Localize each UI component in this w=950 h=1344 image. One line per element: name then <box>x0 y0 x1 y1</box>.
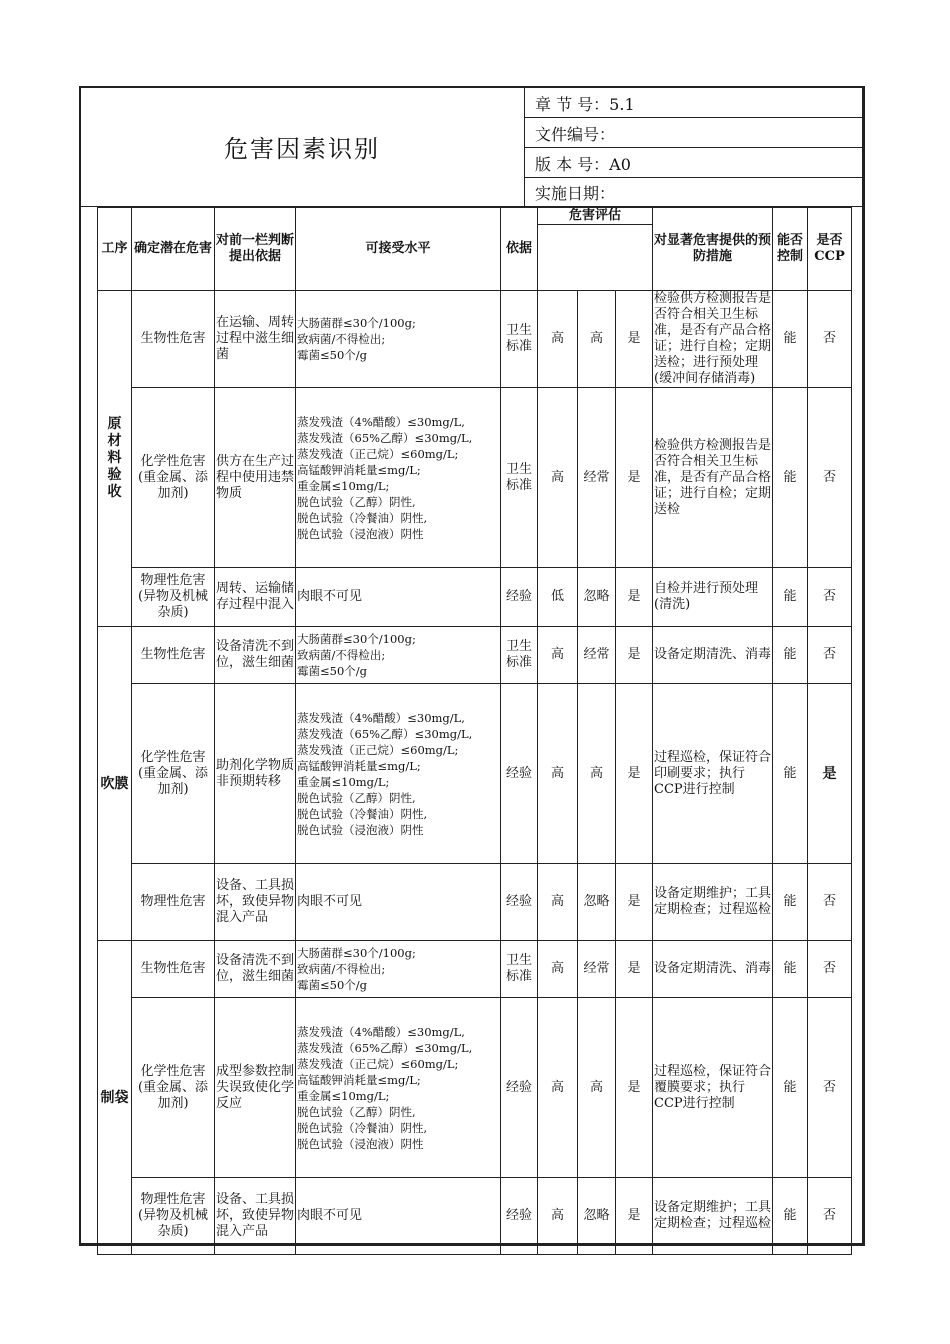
standard-line: 致病菌/不得检出; <box>297 648 386 662</box>
effective-date: 实施日期： <box>535 184 616 203</box>
eval-likelihood-cell: 忽略 <box>578 864 616 941</box>
standard-line: 脱色试验（乙醇）阴性, <box>297 494 416 509</box>
ccp-cell: 否 <box>808 568 852 627</box>
reason-cell: 设备清洗不到位，滋生细菌 <box>215 941 296 998</box>
ccp-cell: 否 <box>808 291 852 388</box>
ccp-cell: 否 <box>808 1178 852 1255</box>
measure-cell: 设备定期维护；工具定期检查；过程巡检 <box>653 864 773 941</box>
reason-cell: 设备、工具损坏，致使异物混入产品 <box>215 1178 296 1255</box>
hazard-cell: 化学性危害(重金属、添加剂) <box>132 388 215 568</box>
standard-line: 重金属≤10mg/L; <box>297 1088 390 1103</box>
col-eval: 危害评估 <box>538 208 653 225</box>
standard-line: 重金属≤10mg/L; <box>297 774 390 789</box>
hazard-cell: 化学性危害(重金属、添加剂) <box>132 998 215 1178</box>
version-number: 版 本 号：A0 <box>535 154 631 174</box>
standard-line: 致病菌/不得检出; <box>297 332 386 346</box>
eval-likelihood-cell: 高 <box>578 998 616 1178</box>
acceptable-cell: 肉眼不可见 <box>296 864 501 941</box>
standard-line: 蒸发残渣（正己烷）≤60mg/L; <box>297 446 459 461</box>
eval-significant-cell: 是 <box>616 684 653 864</box>
standard-line: 蒸发残渣（正己烷）≤60mg/L; <box>297 742 459 757</box>
standard-line: 霉菌≤50个/g <box>297 978 368 992</box>
eval-likelihood-cell: 经常 <box>578 941 616 998</box>
control-cell: 能 <box>773 568 808 627</box>
table-row <box>98 627 852 684</box>
table-row <box>98 684 852 864</box>
standard-line: 脱色试验（冷餐油）阴性, <box>297 806 428 821</box>
acceptable-cell <box>296 291 501 388</box>
standard-line: 高锰酸钾消耗量≤mg/L; <box>297 1072 421 1087</box>
hazard-cell: 物理性危害 <box>132 864 215 941</box>
basis-cell: 卫生标准 <box>501 291 538 388</box>
ccp-cell: 否 <box>808 388 852 568</box>
acceptable-cell <box>296 998 501 1178</box>
basis-cell: 经验 <box>501 1178 538 1255</box>
control-cell: 能 <box>773 1178 808 1255</box>
col-ccp: 是否CCP <box>808 208 852 291</box>
table-row <box>98 388 852 568</box>
measure-cell: 设备定期维护；工具定期检查；过程巡检 <box>653 1178 773 1255</box>
reason-cell: 成型参数控制失误致使化学反应 <box>215 998 296 1178</box>
standard-line: 脱色试验（冷餐油）阴性, <box>297 1120 428 1135</box>
measure-cell: 设备定期清洗、消毒 <box>653 627 773 684</box>
eval-significant-cell: 是 <box>616 388 653 568</box>
standard-line: 大肠菌群≤30个/100g; <box>297 946 416 960</box>
eval-severity-cell: 高 <box>538 941 578 998</box>
standard-line: 重金属≤10mg/L; <box>297 478 390 493</box>
acceptable-cell <box>296 388 501 568</box>
hazard-table <box>97 207 852 1255</box>
standard-line: 蒸发残渣（正己烷）≤60mg/L; <box>297 1056 459 1071</box>
col-hazard: 确定潜在危害 <box>132 208 215 291</box>
hazard-cell: 物理性危害(异物及机械杂质) <box>132 1178 215 1255</box>
standard-line: 致病菌/不得检出; <box>297 962 386 976</box>
measure-cell: 自检并进行预处理(清洗) <box>653 568 773 627</box>
acceptable-cell <box>296 684 501 864</box>
acceptable-cell: 肉眼不可见 <box>296 568 501 627</box>
measure-cell: 设备定期清洗、消毒 <box>653 941 773 998</box>
stage-cell: 吹膜 <box>98 627 132 941</box>
standard-line: 脱色试验（浸泡液）阴性 <box>297 1136 424 1151</box>
standard-line: 大肠菌群≤30个/100g; <box>297 632 416 646</box>
eval-likelihood-cell: 经常 <box>578 388 616 568</box>
basis-cell: 卫生标准 <box>501 941 538 998</box>
basis-cell: 卫生标准 <box>501 388 538 568</box>
table-row <box>98 941 852 998</box>
eval-likelihood-cell: 忽略 <box>578 568 616 627</box>
reason-cell: 设备、工具损坏，致使异物混入产品 <box>215 864 296 941</box>
table-row <box>98 998 852 1178</box>
control-cell: 能 <box>773 684 808 864</box>
table-row <box>98 864 852 941</box>
hazard-cell: 生物性危害 <box>132 627 215 684</box>
eval-severity-cell: 低 <box>538 568 578 627</box>
reason-cell: 在运输、周转过程中滋生细菌 <box>215 291 296 388</box>
hazard-cell: 生物性危害 <box>132 291 215 388</box>
eval-significant-cell: 是 <box>616 864 653 941</box>
col-basis: 依据 <box>501 208 538 291</box>
basis-cell: 经验 <box>501 684 538 864</box>
col-measures: 对显著危害提供的预防措施 <box>653 208 773 291</box>
document-title: 危害因素识别 <box>224 135 380 163</box>
ccp-cell: 是 <box>808 684 852 864</box>
reason-cell: 设备清洗不到位，滋生细菌 <box>215 627 296 684</box>
eval-severity-cell: 高 <box>538 998 578 1178</box>
acceptable-cell: 肉眼不可见 <box>296 1178 501 1255</box>
ccp-cell: 否 <box>808 998 852 1178</box>
standard-line: 高锰酸钾消耗量≤mg/L; <box>297 758 421 773</box>
table-row <box>98 291 852 388</box>
basis-cell: 经验 <box>501 568 538 627</box>
table-row <box>98 1178 852 1255</box>
basis-cell: 卫生标准 <box>501 627 538 684</box>
eval-likelihood-cell: 高 <box>578 291 616 388</box>
eval-likelihood-cell: 高 <box>578 684 616 864</box>
basis-cell: 经验 <box>501 864 538 941</box>
control-cell: 能 <box>773 864 808 941</box>
eval-significant-cell: 是 <box>616 291 653 388</box>
eval-significant-cell: 是 <box>616 941 653 998</box>
eval-likelihood-cell: 忽略 <box>578 1178 616 1255</box>
standard-line: 脱色试验（冷餐油）阴性, <box>297 510 428 525</box>
hazard-cell: 生物性危害 <box>132 941 215 998</box>
table-row <box>98 568 852 627</box>
eval-likelihood-cell: 经常 <box>578 627 616 684</box>
measure-cell: 检验供方检测报告是否符合相关卫生标准，是否有产品合格证；进行自检；定期送检 <box>653 388 773 568</box>
standard-line: 蒸发残渣（65%乙醇）≤30mg/L, <box>297 726 473 741</box>
control-cell: 能 <box>773 627 808 684</box>
eval-significant-cell: 是 <box>616 1178 653 1255</box>
file-number: 文件编号： <box>535 124 616 144</box>
control-cell: 能 <box>773 388 808 568</box>
col-reason: 对前一栏判断提出依据 <box>215 208 296 291</box>
reason-cell: 助剂化学物质非预期转移 <box>215 684 296 864</box>
standard-line: 脱色试验（浸泡液）阴性 <box>297 822 424 837</box>
chapter-number: 章 节 号：5.1 <box>535 94 635 114</box>
measure-cell: 过程巡检，保证符合印刷要求；执行CCP进行控制 <box>653 684 773 864</box>
standard-line: 霉菌≤50个/g <box>297 664 368 678</box>
standard-line: 大肠菌群≤30个/100g; <box>297 316 416 330</box>
ccp-cell: 否 <box>808 864 852 941</box>
standard-line: 脱色试验（乙醇）阴性, <box>297 790 416 805</box>
col-control: 能否控制 <box>773 208 808 291</box>
hazard-cell: 物理性危害(异物及机械杂质) <box>132 568 215 627</box>
eval-significant-cell: 是 <box>616 568 653 627</box>
acceptable-cell <box>296 941 501 998</box>
control-cell: 能 <box>773 998 808 1178</box>
eval-severity-cell: 高 <box>538 684 578 864</box>
eval-severity-cell: 高 <box>538 291 578 388</box>
standard-line: 霉菌≤50个/g <box>297 348 368 362</box>
acceptable-cell <box>296 627 501 684</box>
measure-cell: 过程巡检，保证符合覆膜要求；执行CCP进行控制 <box>653 998 773 1178</box>
standard-line: 蒸发残渣（4%醋酸）≤30mg/L, <box>297 414 465 429</box>
eval-severity-cell: 高 <box>538 1178 578 1255</box>
col-stage: 工序 <box>98 208 132 291</box>
standard-line: 蒸发残渣（65%乙醇）≤30mg/L, <box>297 1040 473 1055</box>
reason-cell: 周转、运输储存过程中混入 <box>215 568 296 627</box>
stage-cell: 原 材 料 验 收 <box>98 291 132 627</box>
measure-cell: 检验供方检测报告是否符合相关卫生标准，是否有产品合格证；进行自检；定期送检；进行预处理(缓冲间存储消毒) <box>654 291 772 386</box>
standard-line: 蒸发残渣（4%醋酸）≤30mg/L, <box>297 710 465 725</box>
ccp-cell: 否 <box>808 941 852 998</box>
standard-line: 脱色试验（乙醇）阴性, <box>297 1104 416 1119</box>
reason-cell: 供方在生产过程中使用违禁物质 <box>215 388 296 568</box>
basis-cell: 经验 <box>501 998 538 1178</box>
standard-line: 蒸发残渣（65%乙醇）≤30mg/L, <box>297 430 473 445</box>
col-acceptable: 可接受水平 <box>296 208 501 291</box>
hazard-cell: 化学性危害(重金属、添加剂) <box>132 684 215 864</box>
eval-severity-cell: 高 <box>538 388 578 568</box>
eval-severity-cell: 高 <box>538 627 578 684</box>
stage-cell: 制袋 <box>98 941 132 1255</box>
ccp-cell: 否 <box>808 627 852 684</box>
control-cell: 能 <box>773 291 808 388</box>
standard-line: 脱色试验（浸泡液）阴性 <box>297 526 424 541</box>
eval-significant-cell: 是 <box>616 627 653 684</box>
standard-line: 高锰酸钾消耗量≤mg/L; <box>297 462 421 477</box>
eval-severity-cell: 高 <box>538 864 578 941</box>
control-cell: 能 <box>773 941 808 998</box>
eval-significant-cell: 是 <box>616 998 653 1178</box>
standard-line: 蒸发残渣（4%醋酸）≤30mg/L, <box>297 1024 465 1039</box>
